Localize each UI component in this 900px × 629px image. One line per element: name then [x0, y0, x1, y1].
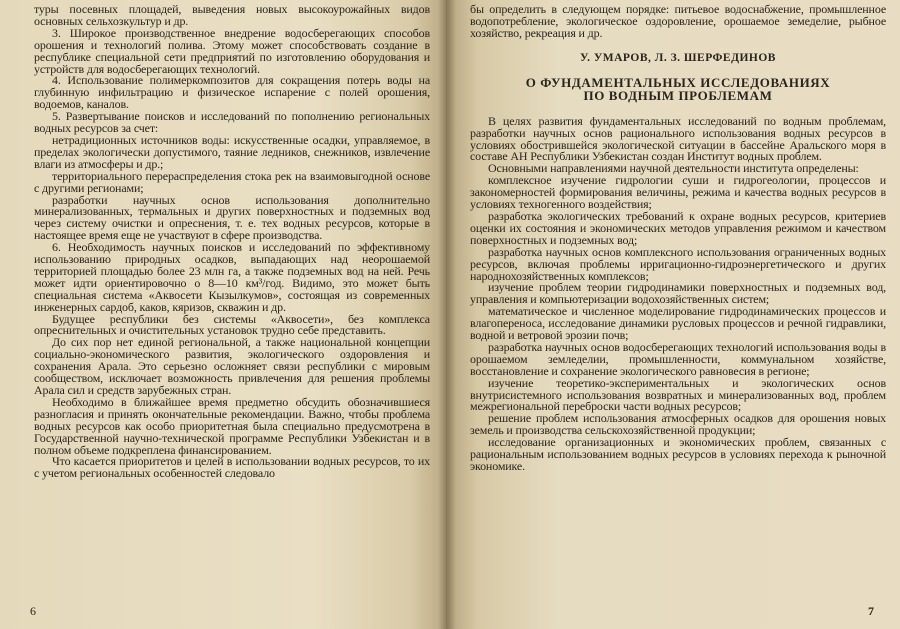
article-title-line-2: ПО ВОДНЫМ ПРОБЛЕМАМ — [583, 87, 773, 103]
right-page — [446, 0, 900, 629]
paragraph: 5. Развертывание поисков и исследований по пополнению региональных водных ресурсов за счет: — [34, 109, 430, 136]
paragraph: решение проблем использования атмосферных осадков для орошения новых земель и производства сельскохозяйственной продукции; — [470, 411, 886, 438]
paragraph: Основными направлениями научной деятельности института определены: — [488, 161, 859, 176]
article-title — [470, 76, 886, 102]
paragraph: нетрадиционных источников воды: искусственные осадки, управляемое, в пределах экологически допустимого, таяние ледников, снежников, извлечение влаги из атмосферы и др.; — [34, 132, 430, 171]
article-authors: У. УМАРОВ, Л. З. ШЕРФЕДИНОВ — [580, 51, 776, 64]
paragraph: исследование организационных и экономических проблем, связанных с рациональным использованием водных ресурсов в условиях перехода к рыночной экономике. — [470, 435, 886, 473]
paragraph: территориального перераспределения стока рек на взаимовыгодной основе с другими регионами; — [34, 168, 430, 195]
right-page-text — [470, 113, 886, 473]
paragraph: разработка научных основ комплексного использования ограниченных водных ресурсов, включая проблемы ирригационно-гидроэнергетического и других народнохозяйственных комплексов; — [470, 244, 886, 283]
paragraph: разработка экологических требований к охране водных ресурсов, критериев оценки их состояния и экономических методов управления режимом и качеством поверхностных и подземных вод; — [470, 208, 886, 247]
paragraph: комплексное изучение гидрологии суши и гидрогеологии, процессов и закономерностей формирования величины, режима и качества водных ресурсов в условиях техногенного воздействия; — [470, 173, 886, 212]
paragraph: 3. Широкое производственное внедрение водосберегающих способов орошения и технологий полива. Этому может способствовать создание в республике специальной сети предприятий по изготовлению оборудования и устройств для водосберегающих технологий. — [34, 25, 430, 76]
left-page — [0, 0, 446, 629]
paragraph: туры посевных площадей, выведения новых высокоурожайных видов основных сельхозкультур и др. — [34, 2, 430, 28]
left-page-text — [34, 4, 430, 480]
paragraph: В целях развития фундаментальных исследований по водным проблемам, разработки научных основ рационального использования водных ресурсов в условиях обострившейся экологической ситуации в бассейне Аральского моря в составе АН Республики Узбекистан создан Институт водных проблем. — [470, 113, 886, 164]
paragraph: Будущее республики без системы «Аквосети», без комплекса опреснительных и очистительных установок трудно себе представить. — [34, 311, 430, 338]
paragraph: изучение проблем теории гидродинамики поверхностных и подземных вод, управления и компьютеризации водохозяйственных систем; — [470, 280, 886, 307]
paragraph: изучение теоретико-экспериментальных и экологических основ внутрисистемного использования возвратных и минерализованных вод, проблем межрегиональной переброски части водных ресурсов; — [470, 375, 886, 414]
page-number-right: 7 — [868, 604, 874, 618]
article-title-line-1: О ФУНДАМЕНТАЛЬНЫХ ИССЛЕДОВАНИЯХ — [525, 74, 831, 90]
paragraph: математическое и численное моделирование гидродинамических процессов и влагопереноса, исследование динамики русловых процессов и речной гидравлики, водной и ветровой эрозии почв; — [470, 304, 886, 343]
paragraph: Что касается приоритетов и целей в использовании водных ресурсов, то их с учетом региональных особенностей следовало — [34, 454, 430, 481]
continued-paragraph: бы определить в следующем порядке: питьевое водоснабжение, промышленное водопотребление, экологическое оздоровление, орошаемое земеделие, рыбное хозяйство, рекреация и др. — [470, 2, 886, 40]
paragraph: разработки научных основ использования дополнительно минерализованных, термальных и других поверхностных и подземных вод через систему очистки и опреснения, т. е. тех водных ресурсов, которые в настоящее время еще не участвуют в сфере производства. — [34, 192, 430, 243]
paragraph: разработка научных основ водосберегающих технологий использования воды в орошаемом земледелии, промышленности, коммунальном хозяйстве, восстановление и сохранение экологического равновесия в регионе; — [470, 339, 886, 378]
paragraph: Необходимо в ближайшее время предметно обсудить обозначившиеся разногласия и принять окончательные рекомендации. Важно, чтобы проблема водных ресурсов как особо приоритетная была специально предусмотрена в Государственной научно-технической программе Республики Узбекистан и в полном объеме подкреплена финансированием. — [34, 394, 430, 457]
paragraph: 6. Необходимость научных поисков и исследований по эффективному использованию природных осадков, выпадающих над неорошаемой территорией площадью более 23 млн га, а также подземных вод на ней. Речь может идти ориентировочно о 8—10 км³/год. Видимо, это может быть специальная система «Аквосети Кызылкумов», состоящая из современных инженерных сардоб, каков, кяризов, скважин и др. — [34, 240, 430, 314]
page-number-left: 6 — [30, 604, 36, 618]
paragraph: 4. Использование полимеркомпозитов для сокращения потерь воды на глубинную инфильтрацию и физическое испарение с полей орошения, водоемов, каналов. — [34, 73, 430, 112]
paragraph: До сих пор нет единой региональной, а также национальной концепции социально-экономического развития, экологического оздоровления и сохранения Арала. Это серьезно осложняет связи республики с мировым сообществом, исключает возможность привлечения для решения проблемы Арала сил и средств зарубежных стран. — [34, 335, 430, 397]
